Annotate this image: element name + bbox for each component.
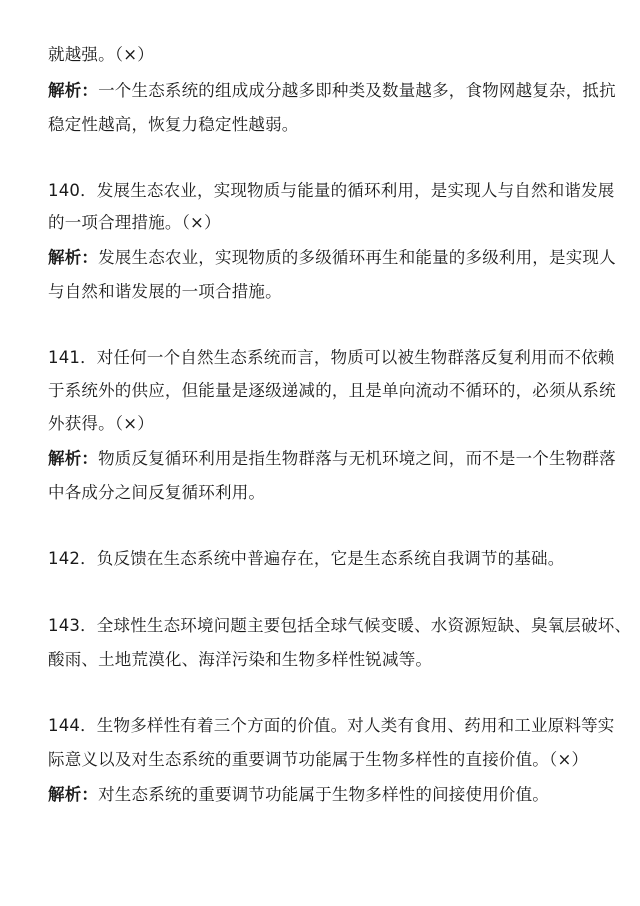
explanation-line: [48, 448, 616, 470]
explanation-text: 物质反复循环利用是指生物群落与无机环境之间，而不是一个生物群落: [98, 449, 616, 468]
explanation-line: [48, 80, 616, 102]
text-line: 稳定性越高，恢复力稳定性越弱。: [48, 115, 299, 134]
explanation-line: [48, 247, 616, 269]
explanation-label: 解析：: [48, 785, 99, 804]
explanation-line: [48, 784, 608, 806]
question-144: 144．生物多样性有着三个方面的价值。对人类有食用、药用和工业原料等实: [48, 716, 615, 735]
text-line: 酸雨、土地荒漠化、海洋污染和生物多样性锐减等。: [48, 650, 433, 669]
question-143: 143．全球性生态环境问题主要包括全球气候变暖、水资源短缺、臭氧层破坏、: [48, 616, 632, 635]
text-line: 际意义以及对生态系统的重要调节功能属于生物多样性的直接价值。（×）: [48, 750, 589, 769]
explanation-text: 一个生态系统的组成成分越多即种类及数量越多，食物网越复杂，抵抗: [98, 81, 616, 100]
text-line: 与自然和谐发展的一项合措施。: [48, 282, 282, 301]
text-line: 外获得。（×）: [48, 414, 154, 433]
question-142: 142．负反馈在生态系统中普遍存在，它是生态系统自我调节的基础。: [48, 549, 565, 568]
text-line: 就越强。（×）: [48, 45, 154, 64]
question-140: 140．发展生态农业，实现物质与能量的循环利用，是实现人与自然和谐发展: [48, 181, 615, 200]
explanation-text: 发展生态农业，实现物质的多级循环再生和能量的多级利用，是实现人: [98, 248, 616, 267]
explanation-label: 解析：: [48, 248, 99, 267]
explanation-label: 解析：: [48, 81, 99, 100]
text-line: 的一项合理措施。（×）: [48, 213, 221, 232]
text-line: 于系统外的供应，但能量是逐级递减的，且是单向流动不循环的，必须从系统: [48, 381, 616, 400]
explanation-text: 对生态系统的重要调节功能属于生物多样性的间接使用价值。: [98, 785, 550, 804]
text-line: 中各成分之间反复循环利用。: [48, 483, 266, 502]
question-141: 141．对任何一个自然生态系统而言，物质可以被生物群落反复利用而不依赖: [48, 348, 615, 367]
explanation-label: 解析：: [48, 449, 99, 468]
